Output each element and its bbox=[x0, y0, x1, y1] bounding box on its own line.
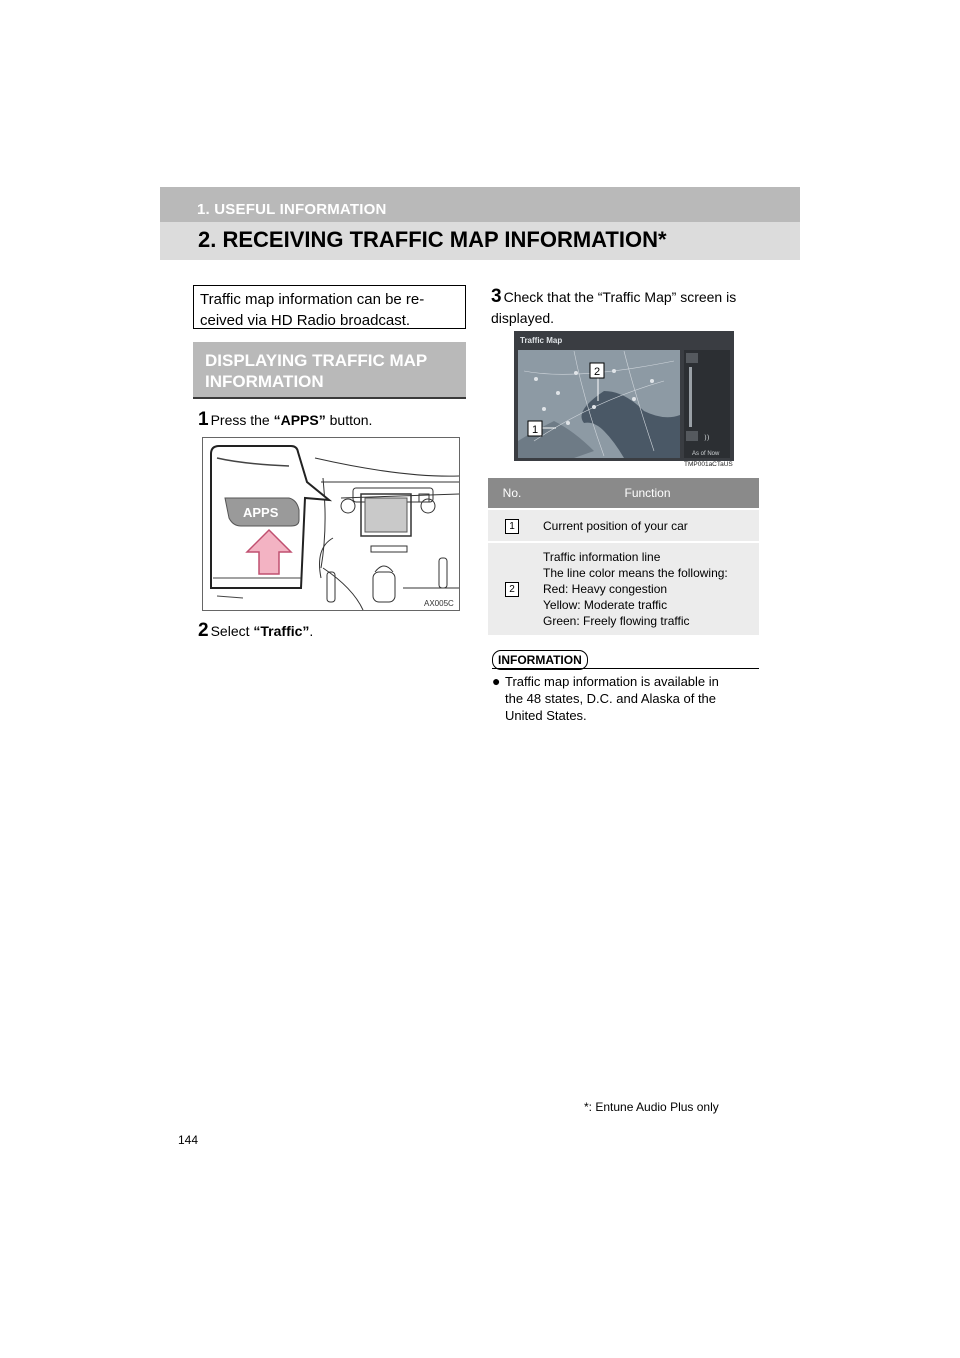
dashboard-figure bbox=[202, 437, 460, 611]
traffic-map-figure bbox=[514, 331, 735, 468]
step-1-pre: Press the bbox=[210, 412, 274, 428]
information-line-3: United States. bbox=[505, 708, 587, 723]
information-line-1: Traffic map information is available in bbox=[505, 674, 719, 689]
row-1-line-1: Current position of your car bbox=[543, 518, 688, 533]
chapter-title: 2. RECEIVING TRAFFIC MAP INFORMATION* bbox=[198, 227, 667, 252]
row-2-number: 2 bbox=[505, 582, 519, 597]
information-badge: INFORMATION bbox=[492, 650, 588, 670]
map-screen-title: Traffic Map bbox=[520, 336, 563, 345]
col-header-no: No. bbox=[488, 478, 536, 509]
step-3 bbox=[491, 286, 763, 329]
information-text bbox=[492, 673, 759, 724]
subheading-line-1: DISPLAYING TRAFFIC MAP bbox=[205, 351, 428, 370]
step-3-number: 3 bbox=[491, 286, 502, 307]
information-line-2: the 48 states, D.C. and Alaska of the bbox=[505, 691, 717, 706]
step-2-pre: Select bbox=[210, 623, 254, 639]
row-1-number: 1 bbox=[505, 519, 519, 534]
bullet-icon: ● bbox=[492, 673, 501, 689]
information-rule bbox=[492, 668, 759, 669]
intro-line-2: ceived via HD Radio broadcast. bbox=[200, 312, 411, 329]
subheading-line-2: INFORMATION bbox=[205, 372, 324, 391]
intro-box bbox=[193, 285, 466, 329]
footnote: *: Entune Audio Plus only bbox=[584, 1100, 719, 1114]
step-2-number: 2 bbox=[198, 620, 209, 641]
function-table bbox=[488, 478, 759, 635]
row-2-line-3: Red: Heavy congestion bbox=[543, 582, 668, 596]
step-2-bold: “Traffic” bbox=[253, 623, 310, 639]
step-1-bold: “APPS” bbox=[273, 412, 326, 428]
table-header-row bbox=[488, 478, 759, 509]
row-1-number-cell bbox=[488, 509, 536, 542]
row-2-line-4: Yellow: Moderate traffic bbox=[543, 598, 668, 612]
row-1-function-cell bbox=[536, 509, 759, 542]
apps-button-label: APPS bbox=[243, 505, 279, 520]
intro-line-1: Traffic map information can be re- bbox=[200, 291, 425, 308]
row-2-number-cell bbox=[488, 542, 536, 635]
callout-2: 2 bbox=[594, 366, 601, 378]
col-header-function: Function bbox=[536, 478, 759, 509]
step-2 bbox=[198, 620, 313, 642]
step-2-post: . bbox=[309, 623, 314, 639]
step-1 bbox=[198, 409, 372, 431]
figure-2-code: TMP001aCTaUS bbox=[684, 461, 733, 468]
table-row bbox=[488, 542, 759, 635]
page-number: 144 bbox=[178, 1133, 199, 1147]
table-row bbox=[488, 509, 759, 542]
row-2-line-1: Traffic information line bbox=[543, 550, 661, 564]
callout-1: 1 bbox=[532, 424, 539, 436]
row-2-function-cell bbox=[536, 542, 759, 635]
subheading bbox=[193, 342, 466, 399]
step-1-post: button. bbox=[325, 412, 373, 428]
figure-1-code: AX005C bbox=[424, 599, 454, 608]
map-as-of-label: As of Now bbox=[692, 451, 720, 457]
step-1-number: 1 bbox=[198, 409, 209, 430]
svg-text:)): )) bbox=[704, 434, 710, 442]
dashboard-illustration bbox=[203, 438, 460, 611]
row-2-line-2: The line color means the following: bbox=[543, 566, 728, 580]
step-3-text: Check that the “Traffic Map” screen is displayed. bbox=[491, 289, 737, 326]
traffic-map-screen bbox=[514, 331, 735, 468]
row-2-line-5: Green: Freely flowing traffic bbox=[543, 614, 690, 628]
section-label: 1. USEFUL INFORMATION bbox=[197, 201, 387, 218]
